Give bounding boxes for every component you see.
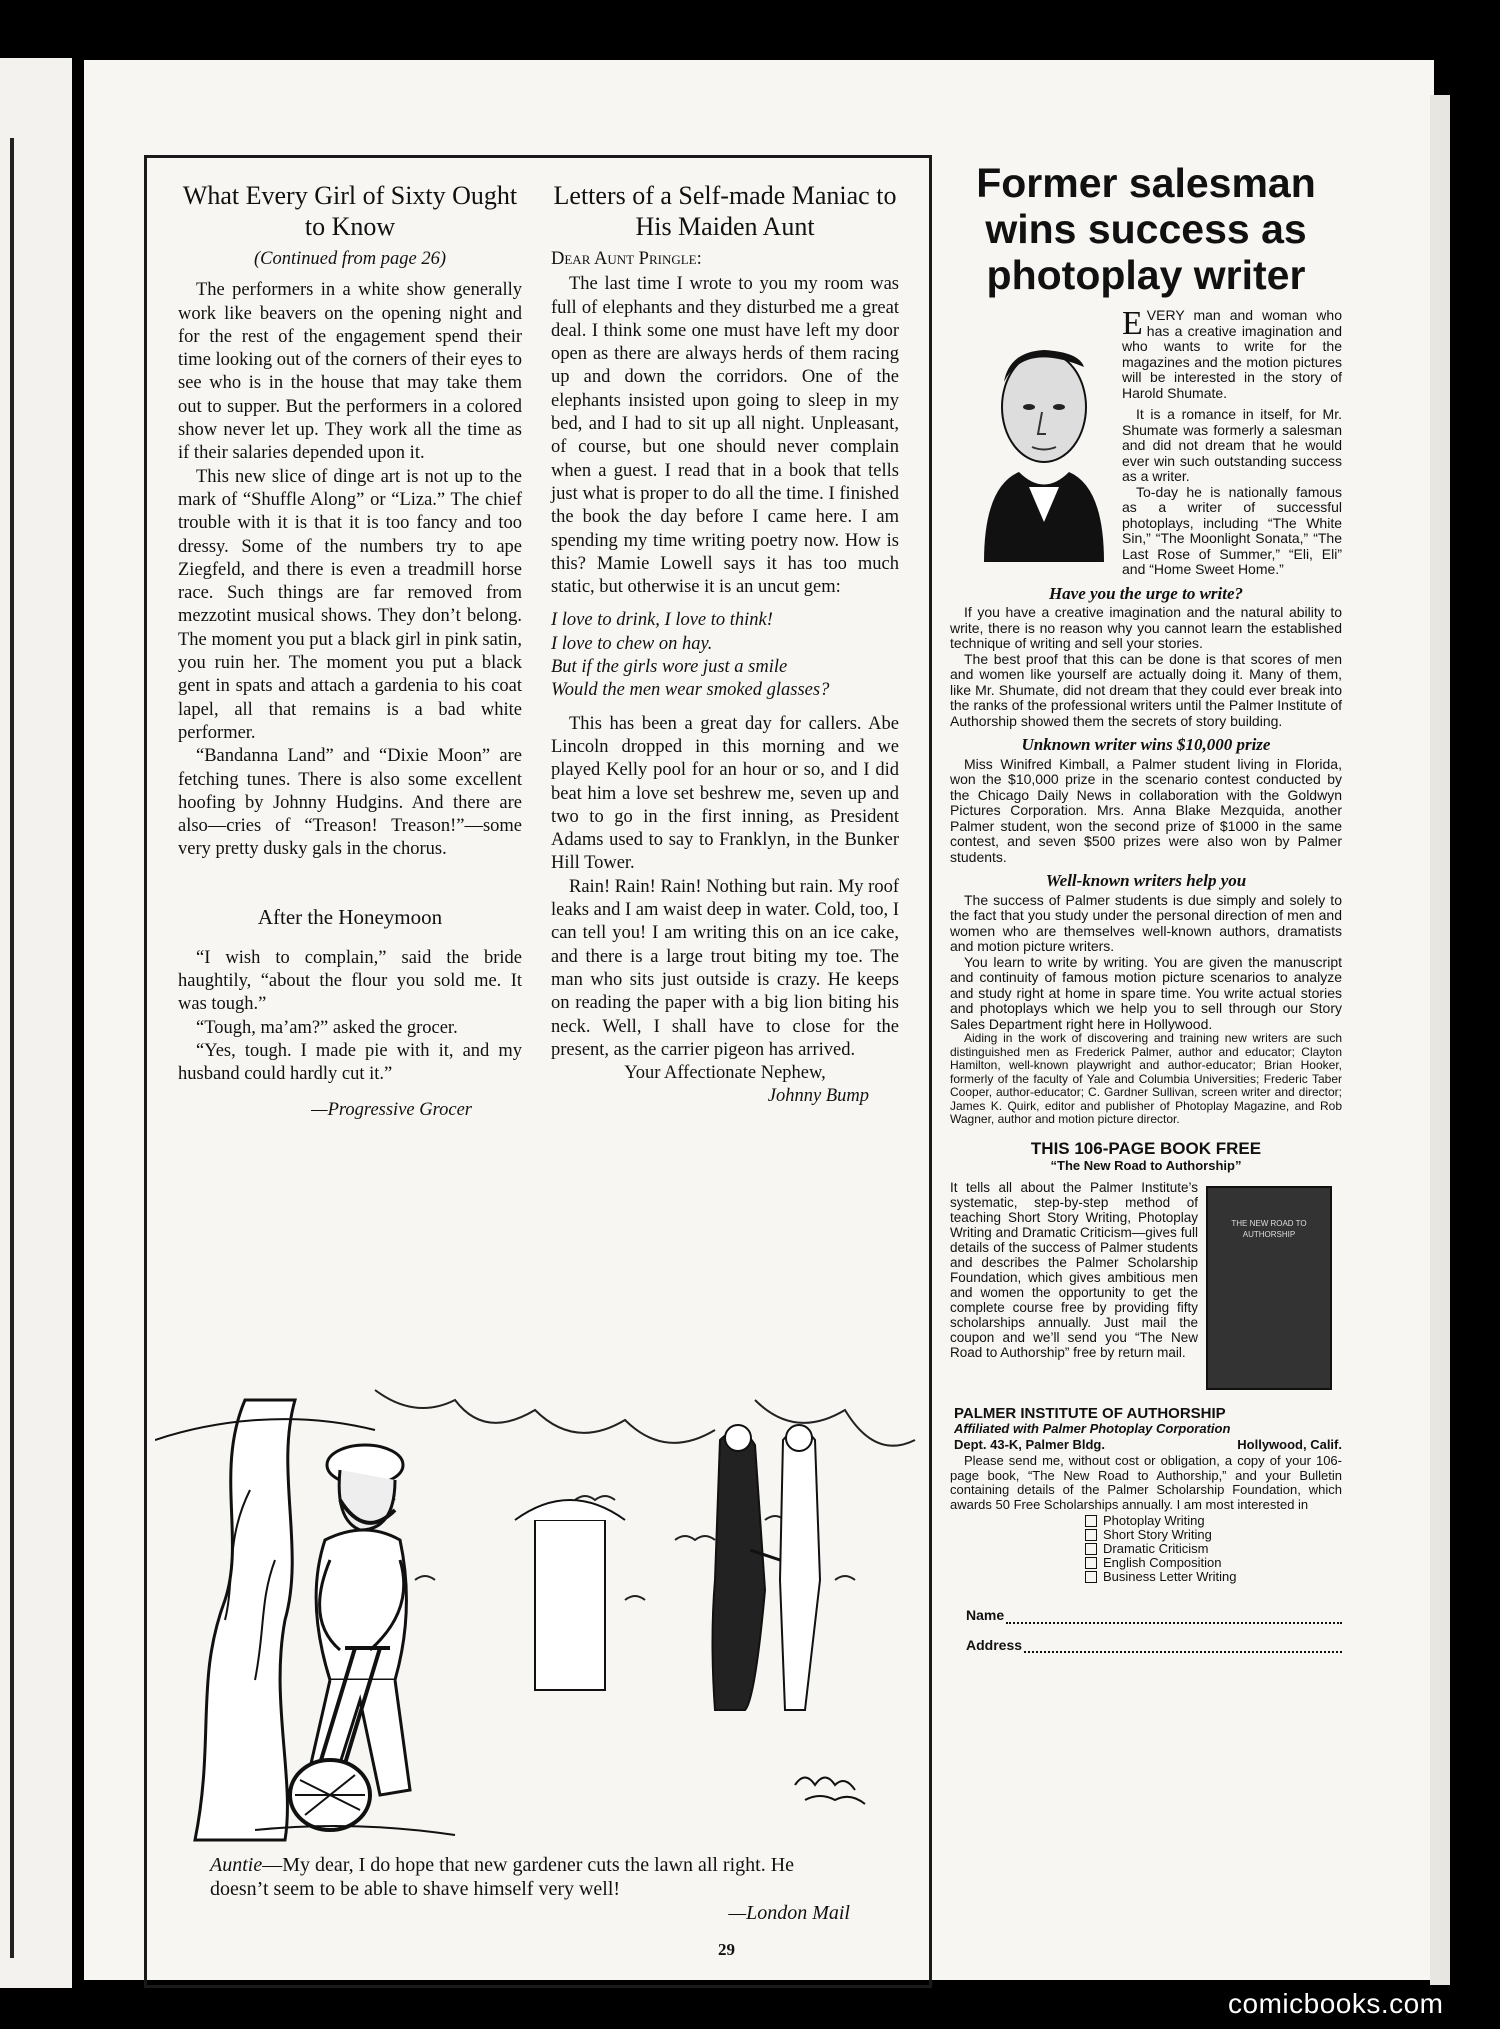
address-blank[interactable]: [1024, 1639, 1342, 1653]
address-field[interactable]: [966, 1638, 1342, 1654]
address-label: Address: [966, 1636, 1023, 1653]
caption-source: —London Mail: [728, 1902, 850, 1924]
column-sixty-article: [178, 180, 522, 1122]
facing-page-edge: [0, 58, 72, 1988]
caption-speaker: Auntie: [210, 1854, 263, 1876]
coupon-options: [1085, 1514, 1342, 1584]
letter-signature: Johnny Bump: [767, 1086, 869, 1107]
poem-line: Would the men wear smoked glasses?: [551, 680, 830, 701]
option-label: Photoplay Writing: [1103, 1513, 1205, 1528]
continued-note: (Continued from page 26): [253, 249, 446, 269]
option-label: English Composition: [1103, 1555, 1222, 1570]
checkbox[interactable]: [1085, 1529, 1097, 1541]
coupon-dept: Dept. 43-K, Palmer Bldg.: [954, 1436, 1105, 1452]
ad-subheading: Unknown writer wins $10,000 prize: [1021, 735, 1271, 754]
checkbox[interactable]: [1085, 1571, 1097, 1583]
drop-cap: E: [1122, 305, 1143, 342]
name-blank[interactable]: [1006, 1610, 1342, 1624]
paragraph: “I wish to complain,” said the bride haughtily, “about the flour you sold me. It was tough.”: [178, 947, 522, 1015]
paragraph: To-day he is nationally famous as a writer of successful photoplays, including “The White Sin,” “The Moonlight Sonata,” “The Last Rose of Summer,” “Eli, Eli” and “Home Sweet Home.”: [1122, 483, 1342, 577]
paragraph: Rain! Rain! Rain! Nothing but rain. My roof leaks and I am waist deep in water. Cold, too, I can tell you! I am writing this on an ice cake, and there is a large trout biting my toe. The man who sits just outside is crazy. He keeps on reading the paper with a big lion biting his neck. Well, I shall have to close for the present, as the carrier pigeon has arrived.: [551, 876, 899, 1060]
paragraph: “Bandanna Land” and “Dixie Moon” are fetching tunes. There is also some excellent hoofing by Johnny Hudgins. And there are also—cries of “Treason! Treason!”—some very pretty dusky gals in the chorus.: [178, 746, 522, 860]
facing-page-rule: [10, 138, 14, 1958]
poem-line: But if the girls wore just a smile: [551, 657, 788, 678]
option-dramatic-criticism[interactable]: [1085, 1542, 1342, 1556]
paragraph: The best proof that this can be done is that scores of men and women like yourself are actually doing it. Many of them, like Mr. Shumate, did not dream that they could ever break into the ranks of the professional writers until the Palmer Institute of Authorship showed them the secrets of story building.: [950, 650, 1342, 729]
name-field[interactable]: [966, 1608, 1342, 1624]
poem-line: I love to chew on hay.: [551, 633, 713, 654]
option-short-story-writing[interactable]: [1085, 1528, 1342, 1542]
option-english-composition[interactable]: [1085, 1556, 1342, 1570]
paragraph: Miss Winifred Kimball, a Palmer student living in Florida, won the $10,000 prize in the scenario contest conducted by the Chicago Daily News in collaboration with the Goldwyn Pictures Corporation. Mrs. Anna Blake Mezquida, another Palmer student, won the second prize of $1000 in the same contest, and seven $500 prizes were also won by Palmer students.: [950, 755, 1342, 865]
portrait-photo-harold-shumate: [974, 312, 1112, 562]
paragraph: Aiding in the work of discovering and training new writers are such distinguished men as Frederick Palmer, author and educator; Clayton Hamilton, well-known playwright and author-educator; Brian Hooker, formerly of the faculty of Yale and Columbia Universities; Frederic Taber Cooper, author-educator; C. Gardner Sullivan, screen writer and director; James K. Quirk, editor and publisher of Photoplay Magazine, and Rob Wagner, author and motion picture director.: [950, 1031, 1342, 1126]
poem-line: I love to drink, I love to think!: [551, 610, 773, 631]
book-cover-image: [1206, 1186, 1332, 1390]
paragraph: This has been a great day for callers. Abe Lincoln dropped in this morning and we played Kelly pool for an hour or so, and I did beat him a love set beshrew me, seven up and two to go in the first inning, as President Adams used to say to Franklyn, in the Bunker Hill Tower.: [551, 713, 899, 874]
paragraph: The last time I wrote to you my room was full of elephants and they disturbed me a great deal. I think some one must have left my door open as there are always herds of them racing up and down the corridors. One of the elephants insisted upon going to sleep in my bed, and I had to sit up all night. Unpleasant, of course, but one should never complain when a guest. I read that in a book that tells just what is proper to do all the time. I finished the book the day before I came here. I am spending my time writing poetry now. How is this? Mamie Lowell says it has too much static, but otherwise it is an uncut gem:: [551, 274, 899, 598]
book-offer-heading: THIS 106-PAGE BOOK FREE: [1030, 1138, 1262, 1158]
poem: [551, 609, 899, 702]
source-credit: —Progressive Grocer: [311, 1099, 472, 1120]
letter-closing: Your Affectionate Nephew,: [624, 1063, 826, 1084]
option-photoplay-writing[interactable]: [1085, 1514, 1342, 1528]
paragraph: If you have a creative imagination and the natural ability to write, there is no reason why you cannot learn the established technique of writing and sell your stories.: [950, 604, 1342, 651]
article-title-sixty: What Every Girl of Sixty Ought to Know: [182, 181, 518, 241]
ad-headline: Former salesman wins success as photoplay writer: [976, 160, 1316, 298]
article-title-honeymoon: After the Honeymoon: [257, 904, 443, 929]
gardener-cartoon-illustration: [155, 1380, 920, 1845]
ad-subheading: Have you the urge to write?: [1048, 583, 1244, 603]
paragraph: It tells all about the Palmer Institute’s systematic, step-by-step method of teaching Short Story Writing, Photoplay Writing and Dramatic Criticism—gives full details of the success of Palmer students and describes the Palmer Scholarship Foundation, which gives ambitious men and women the opportunity to get the complete course free by providing fifty scholarships annually. Just mail the coupon and we’ll send you “The New Road to Authorship” free by return mail.: [950, 1179, 1198, 1360]
checkbox[interactable]: [1085, 1543, 1097, 1555]
paragraph: It is a romance in itself, for Mr. Shumate was formerly a salesman and did not dream that he would ever win such outstanding success as a writer.: [1122, 406, 1342, 484]
watermark: comicbooks.com: [1228, 1988, 1444, 2019]
checkbox[interactable]: [1085, 1515, 1097, 1527]
coupon-city: Hollywood, Calif.: [1237, 1436, 1342, 1452]
paragraph: You learn to write by writing. You are given the manuscript and continuity of famous motion picture scenarios to analyze and study right at home in spare time. You write actual stories and photoplays which we help you to sell through our Story Sales Department right here in Hollywood.: [950, 953, 1342, 1032]
page-number: 29: [718, 1940, 735, 1959]
book-cover-title: THE NEW ROAD TO AUTHORSHIP: [1231, 1218, 1307, 1239]
coupon-address-row: [954, 1437, 1342, 1453]
article-title-letters: Letters of a Self-made Maniac to His Maiden Aunt: [553, 181, 897, 241]
cartoon-caption: [210, 1853, 850, 1925]
ad-subheading: Well-known writers help you: [1045, 871, 1247, 890]
checkbox[interactable]: [1085, 1557, 1097, 1569]
coupon-affiliation: Affiliated with Palmer Photoplay Corporation: [954, 1421, 1231, 1436]
page-binding-edge: [1430, 95, 1450, 1985]
letter-salutation: Dear Aunt Pringle:: [551, 249, 702, 269]
option-business-letter-writing[interactable]: [1085, 1570, 1342, 1584]
ad-intro-text: VERY man and woman who has a creative imagination and who wants to write for the magazines and the motion pictures will be interested in the story of Harold Shumate.: [1122, 307, 1342, 401]
option-label: Dramatic Criticism: [1103, 1541, 1209, 1556]
paragraph: The success of Palmer students is due simply and solely to the fact that you study under the personal direction of men and women who are themselves well-known authors, dramatists and motion picture writers.: [950, 891, 1342, 954]
paragraph: “Yes, tough. I made pie with it, and my husband could hardly cut it.”: [178, 1040, 522, 1085]
caption-text: —My dear, I do hope that new gardener cuts the lawn all right. He doesn’t seem to be able to shave himself very well!: [210, 1854, 795, 1900]
book-title: “The New Road to Authorship”: [1050, 1158, 1242, 1173]
paragraph: “Tough, ma’am?” asked the grocer.: [196, 1017, 458, 1038]
coupon-institute-name: PALMER INSTITUTE OF AUTHORSHIP: [954, 1404, 1226, 1422]
coupon-body: Please send me, without cost or obligation, a copy of your 106-page book, “The New Road to Authorship,” and your Bulletin containing details of the Palmer Scholarship Foundation, which awards 50 Free Scholarships annually. I am most interested in: [950, 1453, 1342, 1512]
palmer-advertisement: [950, 160, 1342, 1653]
column-letters-article: [551, 180, 899, 1109]
paragraph: The performers in a white show generally work like beavers on the opening night and for the rest of the engagement spend their time looking out of the corners of their eyes to see who is in the house that may take them out to supper. But the performers in a colored show never let up. They work all the time as if their salaries depended upon it.: [178, 280, 522, 464]
paragraph: This new slice of dinge art is not up to the mark of “Shuffle Along” or “Liza.” The chief trouble with it is that it is too fancy and too dressy. Some of the numbers try to ape Ziegfeld, and there is even a treadmill horse race. Such things are far removed from mezzotint musical shows. They don’t belong. The moment you put a black girl in pink satin, you ruin her. The moment you put a black gent in spats and attach a gardenia to his coat lapel, all that remains is a bad white performer.: [178, 466, 522, 743]
option-label: Business Letter Writing: [1103, 1569, 1237, 1584]
option-label: Short Story Writing: [1103, 1527, 1212, 1542]
name-label: Name: [966, 1607, 1005, 1623]
